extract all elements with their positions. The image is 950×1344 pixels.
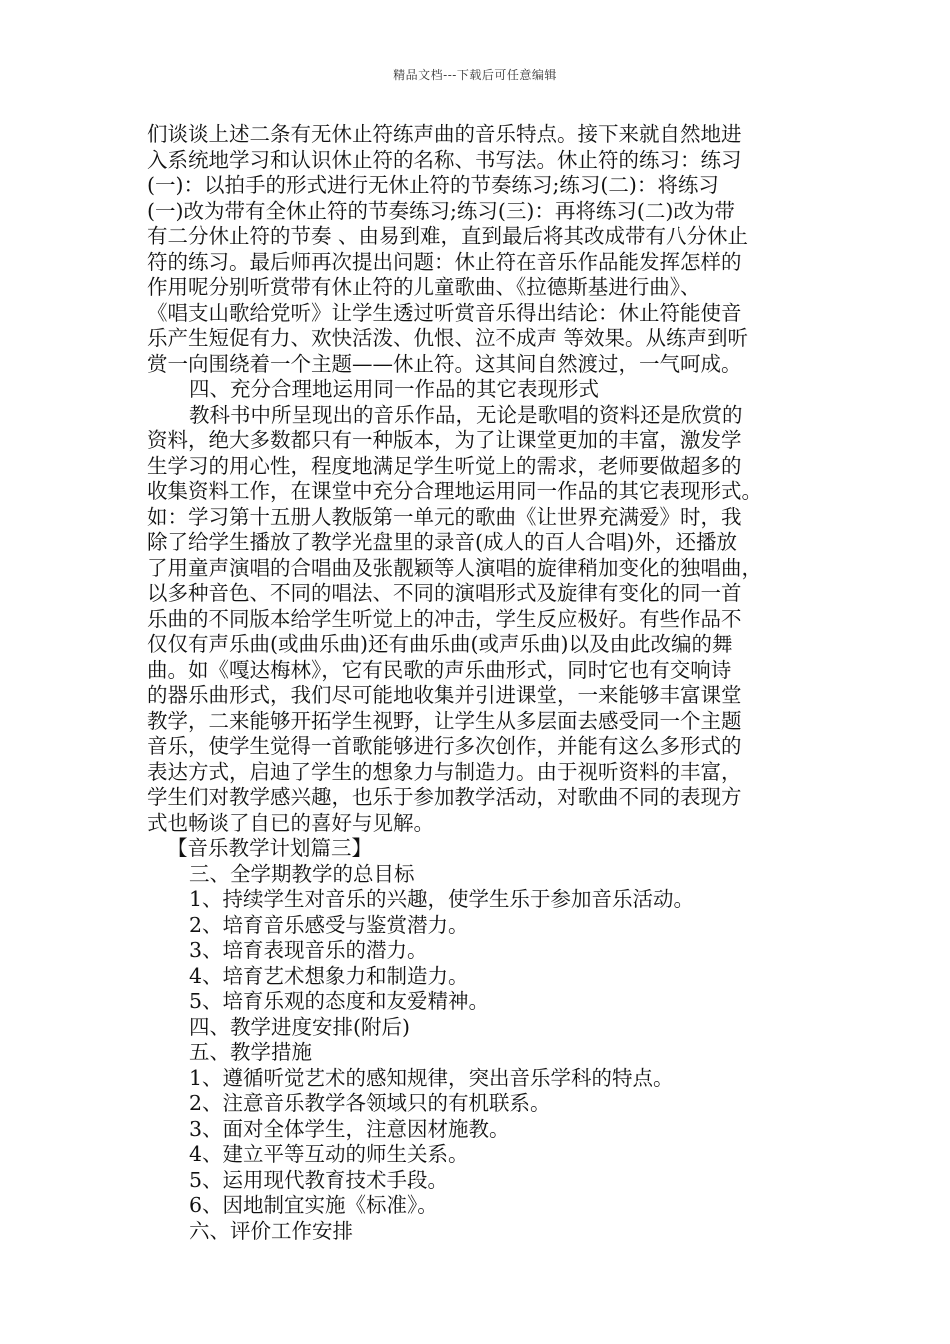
body-line: 们谈谈上述二条有无休止符练声曲的音乐特点。接下来就自然地进 bbox=[147, 122, 742, 146]
section-heading: 四、充分合理地运用同一作品的其它表现形式 bbox=[189, 377, 599, 401]
chapter-heading: 【音乐教学计划篇三】 bbox=[167, 836, 372, 860]
body-line: (一)改为带有全休止符的节奏练习;练习(三)：再将练习(二)改为带 bbox=[147, 198, 735, 223]
body-line: 资料，绝大多数都只有一种版本，为了让课堂更加的丰富，激发学 bbox=[147, 428, 742, 452]
section-heading: 四、教学进度安排(附后) bbox=[189, 1014, 410, 1039]
body-line: 乐产生短促有力、欢快活泼、仇恨、泣不成声 等效果。从练声到听 bbox=[147, 326, 749, 350]
body-line: 乐曲的不同版本给学生听觉上的冲击，学生反应极好。有些作品不 bbox=[147, 606, 742, 631]
list-item: 1、持续学生对音乐的兴趣，使学生乐于参加音乐活动。 bbox=[189, 887, 695, 911]
body-line: 赏一向围绕着一个主题——休止符。这其间自然渡过，一气呵成。 bbox=[147, 351, 742, 376]
body-line: (一)：以拍手的形式进行无休止符的节奏练习;练习(二)：将练习 bbox=[147, 173, 719, 197]
body-line: 学生们对教学感兴趣，也乐于参加教学活动，对歌曲不同的表现方 bbox=[147, 785, 742, 809]
list-item: 1、遵循听觉艺术的感知规律，突出音乐学科的特点。 bbox=[189, 1065, 674, 1090]
body-line: 入系统地学习和认识休止符的名称、书写法。休止符的练习：练习 bbox=[147, 147, 742, 172]
page-header: 精品文档---下载后可任意编辑 bbox=[393, 68, 557, 82]
body-line: 教科书中所呈现出的音乐作品，无论是歌唱的资料还是欣赏的 bbox=[189, 402, 743, 427]
body-line: 以多种音色、不同的唱法、不同的演唱形式及旋律有变化的同一首 bbox=[147, 581, 742, 605]
body-line: 有二分休止符的节奏 、由易到难，直到最后将其改成带有八分休止 bbox=[147, 224, 749, 248]
body-line: 仅仅有声乐曲(或曲乐曲)还有曲乐曲(或声乐曲)以及由此改编的舞 bbox=[147, 632, 733, 656]
list-item: 4、建立平等互动的师生关系。 bbox=[189, 1142, 469, 1166]
section-heading: 三、全学期教学的总目标 bbox=[189, 861, 415, 886]
body-line: 表达方式，启迪了学生的想象力与制造力。由于视听资料的丰富， bbox=[147, 759, 742, 784]
body-line: 如：学习第十五册人教版第一单元的歌曲《让世界充满爱》时，我 bbox=[147, 504, 742, 529]
body-line: 曲。如《嘎达梅林》，它有民歌的声乐曲形式，同时它也有交响诗 bbox=[147, 657, 732, 682]
body-line: 符的练习。最后师再次提出问题：休止符在音乐作品能发挥怎样的 bbox=[147, 249, 742, 274]
list-item: 2、注意音乐教学各领域只的有机联系。 bbox=[189, 1091, 551, 1115]
section-heading: 六、评价工作安排 bbox=[189, 1218, 353, 1243]
body-line: 生学习的用心性，程度地满足学生听觉上的需求，老师要做超多的 bbox=[147, 453, 742, 478]
list-item: 3、培育表现音乐的潜力。 bbox=[189, 938, 428, 962]
list-item: 5、运用现代教育技术手段。 bbox=[189, 1167, 449, 1192]
list-item: 4、培育艺术想象力和制造力。 bbox=[189, 963, 469, 988]
body-line: 了用童声演唱的合唱曲及张靓颖等人演唱的旋律稍加变化的独唱曲， bbox=[147, 555, 762, 580]
list-item: 3、面对全体学生，注意因材施教。 bbox=[189, 1116, 510, 1141]
list-item: 5、培育乐观的态度和友爱精神。 bbox=[189, 989, 490, 1013]
body-line: 《唱支山歌给党听》让学生透过听赏音乐得出结论：休止符能使音 bbox=[147, 300, 742, 325]
list-item: 6、因地制宜实施《标准》。 bbox=[189, 1193, 438, 1217]
body-line: 的器乐曲形式，我们尽可能地收集并引进课堂，一来能够丰富课堂 bbox=[147, 683, 742, 707]
body-line: 作用呢分别听赏带有休止符的儿童歌曲、《拉德斯基进行曲》、 bbox=[147, 275, 701, 299]
body-line: 音乐，使学生觉得一首歌能够进行多次创作，并能有这么多形式的 bbox=[147, 734, 742, 758]
section-heading: 五、教学措施 bbox=[189, 1040, 312, 1064]
body-line: 式也畅谈了自已的喜好与见解。 bbox=[147, 810, 434, 835]
body-line: 收集资料工作，在课堂中充分合理地运用同一作品的其它表现形式。 bbox=[147, 479, 762, 503]
body-line: 除了给学生播放了教学光盘里的录音(成人的百人合唱)外，还播放 bbox=[147, 530, 737, 554]
list-item: 2、培育音乐感受与鉴赏潜力。 bbox=[189, 912, 469, 937]
body-line: 教学，二来能够开拓学生视野，让学生从多层面去感受同一个主题 bbox=[147, 708, 742, 733]
document-body bbox=[147, 122, 823, 1244]
